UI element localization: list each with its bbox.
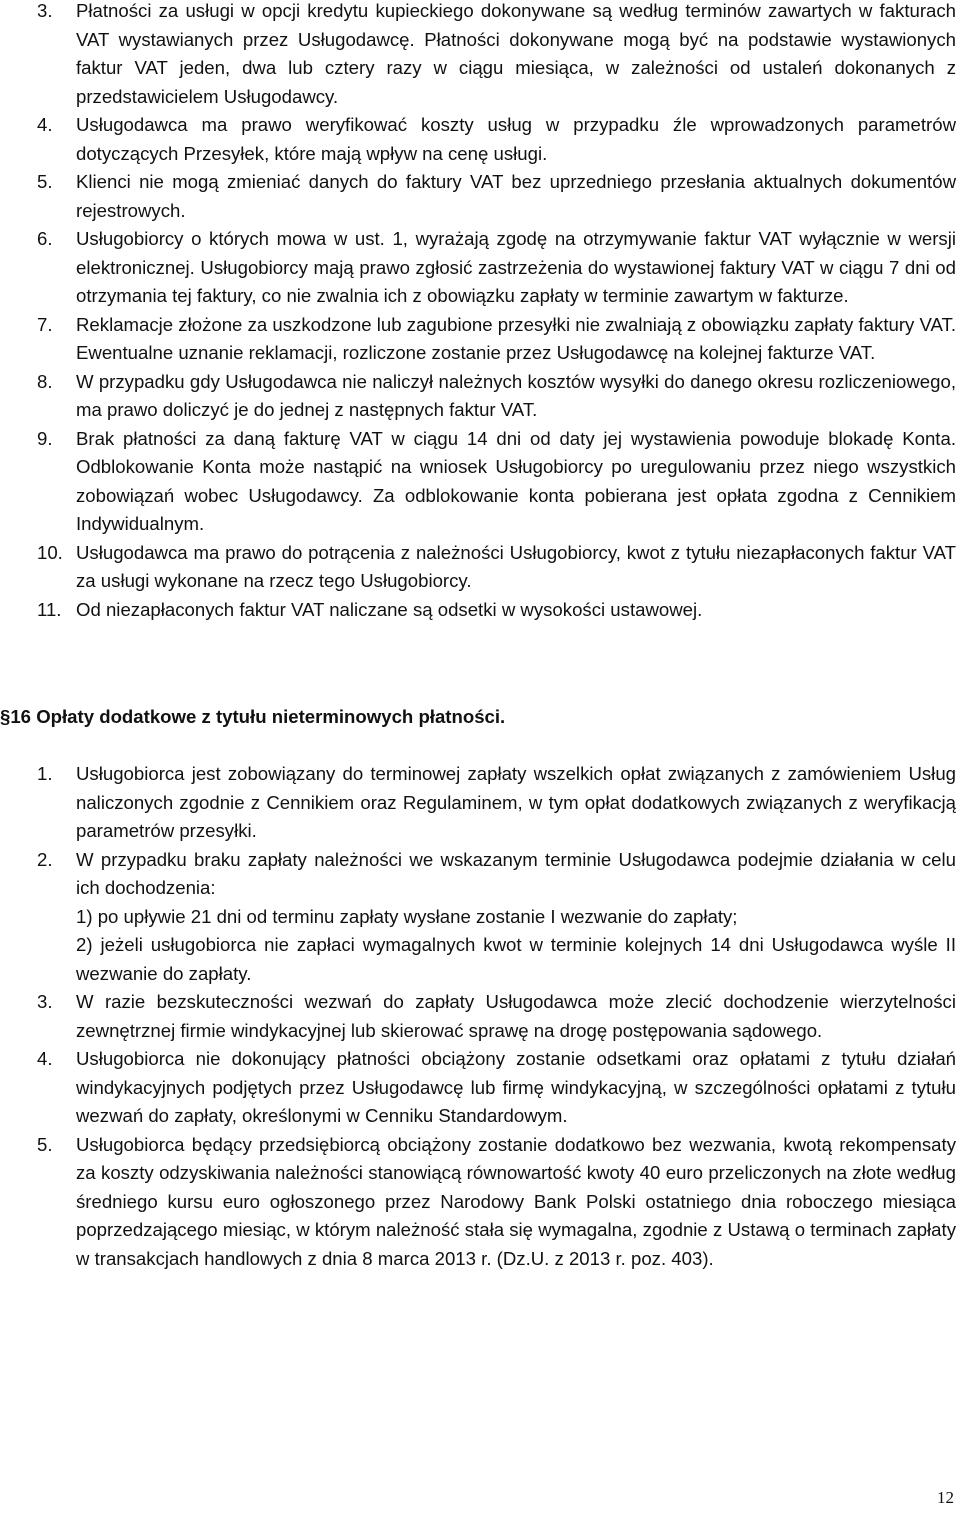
list-item <box>0 425 960 539</box>
item-number: 1. <box>37 763 53 784</box>
section-heading: §16 Opłaty dodatkowe z tytułu nieterminowych płatności. <box>0 706 506 727</box>
item-number: 4. <box>37 114 53 135</box>
item-text: Usługobiorca nie dokonujący płatności obciążony zostanie odsetkami oraz opłatami z tytułu działań windykacyjnych podjętych przez Usługodawcę lub firmę windykacyjną, w szczególności opłatami z tytułu wezwań do zapłaty, określonymi w Cenniku Standardowym. <box>76 1048 956 1126</box>
item-text: Usługodawca ma prawo do potrącenia z należności Usługobiorcy, kwot z tytułu niezapłaconych faktur VAT za usługi wykonane na rzecz tego Usługobiorcy. <box>76 541 956 591</box>
item-text: Klienci nie mogą zmieniać danych do faktury VAT bez uprzedniego przesłania aktualnych dokumentów rejestrowych. <box>76 171 956 221</box>
item-text: Usługobiorca jest zobowiązany do terminowej zapłaty wszelkich opłat związanych z zamówieniem Usług naliczonych zgodnie z Cennikiem oraz Regulaminem, w tym opłat dodatkowych związanych z weryfikacją parametrów przesyłki. <box>76 763 956 841</box>
item-text: Od niezapłaconych faktur VAT naliczane są odsetki w wysokości ustawowej. <box>76 598 703 620</box>
item-number: 8. <box>37 370 53 392</box>
list-item <box>0 846 960 989</box>
item-text: Usługobiorcy o których mowa w ust. 1, wyrażają zgodę na otrzymywanie faktur VAT wyłącznie w wersji elektronicznej. Usługobiorcy mają prawo zgłosić zastrzeżenia do wystawionej faktury VAT w ciągu 7 dni od otrzymania tej faktury, co nie zwalnia ich z obowiązku zapłaty w terminie zawartym w fakturze. <box>76 228 956 306</box>
item-number: 5. <box>37 1133 53 1155</box>
payment-terms-list <box>0 0 960 624</box>
item-text: Brak płatności za daną fakturę VAT w ciągu 14 dni od daty jej wystawienia powoduje blokadę Konta. Odblokowanie Konta może nastąpić na wniosek Usługobiorcy po uregulowaniu przez niego wszystkich zobowiązań wobec Usługodawcy. Za odblokowanie konta pobierana jest opłata zgodna z Cennikiem Indywidualnym. <box>76 427 956 534</box>
item-text: W przypadku gdy Usługodawca nie naliczył należnych kosztów wysyłki do danego okresu rozliczeniowego, ma prawo doliczyć je do jednej z następnych faktur VAT. <box>76 370 956 420</box>
item-text: Reklamacje złożone za uszkodzone lub zagubione przesyłki nie zwalniają z obowiązku zapłaty faktury VAT. Ewentualne uznanie reklamacji, rozliczone zostanie przez Usługodawcę na kolejnej fakturze VAT. <box>76 313 956 363</box>
list-item <box>0 988 960 1045</box>
item-number: 6. <box>37 228 53 249</box>
item-text: Usługodawca ma prawo weryfikować koszty usług w przypadku źle wprowadzonych parametrów dotyczących Przesyłek, które mają wpływ na cenę usługi. <box>76 114 956 164</box>
additional-fees-list <box>0 760 960 1273</box>
item-number: 3. <box>37 991 53 1012</box>
list-item <box>0 311 960 368</box>
list-item <box>0 539 960 596</box>
item-number: 3. <box>37 0 53 21</box>
page-number: 12 <box>937 1488 954 1507</box>
list-item <box>0 225 960 311</box>
item-text: Usługobiorca będący przedsiębiorcą obciążony zostanie dodatkowo bez wezwania, kwotą rekompensaty za koszty odzyskiwania należności stanowiącą równowartość kwoty 40 euro przeliczonych na złote według średniego kursu euro ogłoszonego przez Narodowy Bank Polski ostatniego dnia roboczego miesiąca poprzedzającego miesiąc, w którym należność stała się wymagalna, zgodnie z Ustawą o terminach zapłaty w transakcjach handlowych z dnia 8 marca 2013 r. (Dz.U. z 2013 r. poz. 403). <box>76 1133 956 1269</box>
list-item <box>0 168 960 225</box>
item-number: 9. <box>37 427 53 449</box>
list-item <box>0 596 960 625</box>
sub-item: 1) po upływie 21 dni od terminu zapłaty wysłane zostanie I wezwanie do zapłaty; <box>76 905 738 927</box>
item-text: W przypadku braku zapłaty należności we wskazanym terminie Usługodawca podejmie działania w celu ich dochodzenia: <box>76 848 956 898</box>
item-number: 10. <box>37 541 63 563</box>
list-item <box>0 368 960 425</box>
item-text: W razie bezskuteczności wezwań do zapłaty Usługodawca może zlecić dochodzenie wierzytelności zewnętrznej firmie windykacyjnej lub skierować sprawę na drogę postępowania sądowego. <box>76 991 956 1041</box>
item-number: 2. <box>37 848 53 870</box>
item-number: 7. <box>37 313 53 335</box>
list-item <box>0 1045 960 1131</box>
list-item <box>0 111 960 168</box>
list-item <box>0 1131 960 1274</box>
item-number: 4. <box>37 1048 53 1069</box>
sub-item: 2) jeżeli usługobiorca nie zapłaci wymagalnych kwot w terminie kolejnych 14 dni Usługodawca wyśle II wezwanie do zapłaty. <box>76 934 956 984</box>
item-number: 11. <box>37 598 62 620</box>
item-text: Płatności za usługi w opcji kredytu kupieckiego dokonywane są według terminów zawartych w fakturach VAT wystawianych przez Usługodawcę. Płatności dokonywane mogą być na podstawie wystawionych faktur VAT jeden, dwa lub cztery razy w ciągu miesiąca, w zależności od ustaleń dokonanych z przedstawicielem Usługodawcy. <box>76 0 956 107</box>
item-number: 5. <box>37 171 53 192</box>
list-item <box>0 0 960 111</box>
list-item <box>0 760 960 846</box>
